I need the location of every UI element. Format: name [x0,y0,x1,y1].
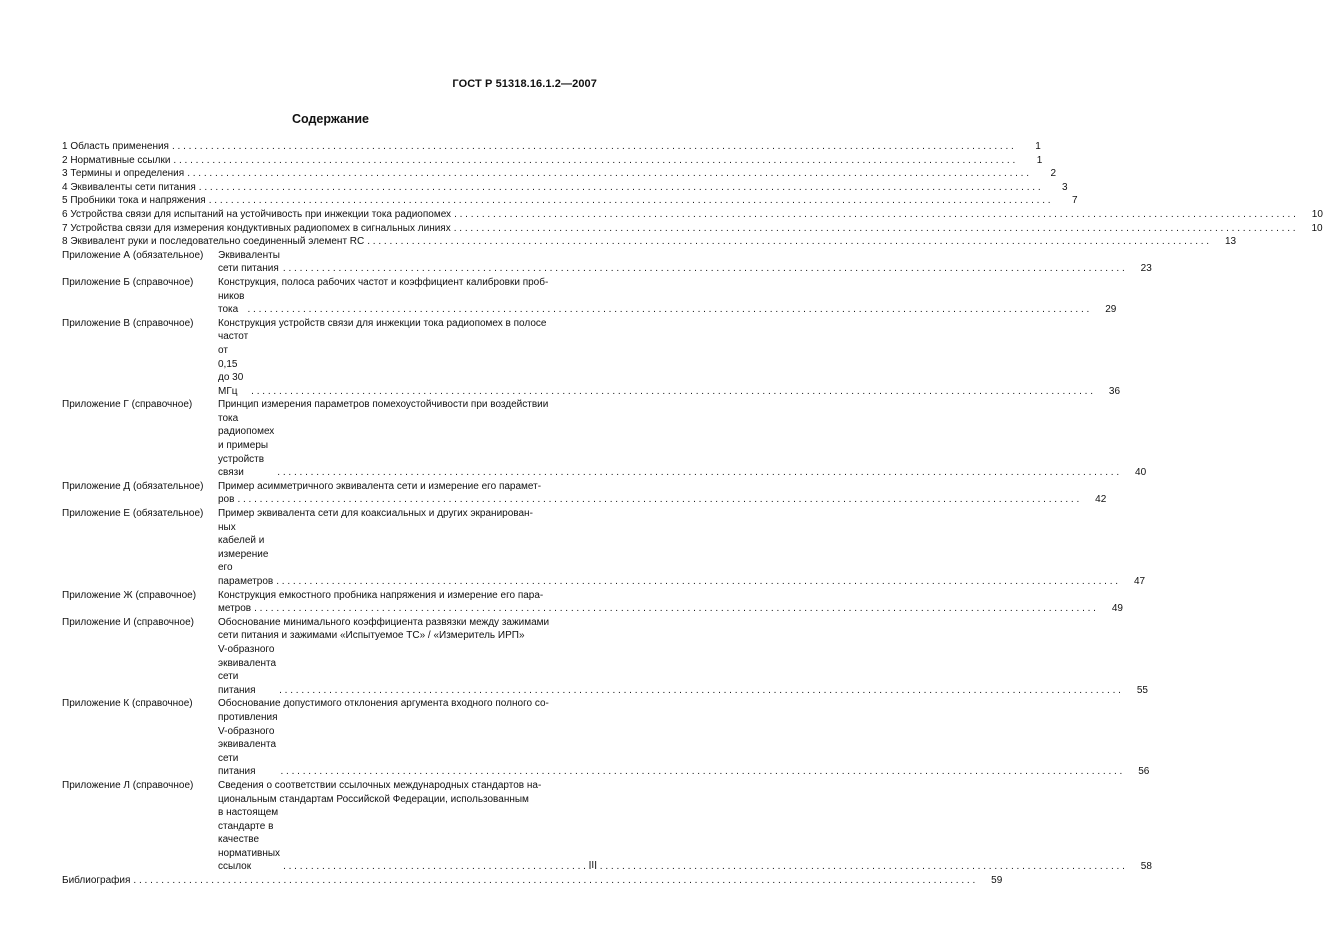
annex-title-last-line [218,806,1152,874]
annex-title-line: Сведения о соответствии ссылочных международных стандартов на- [218,779,542,791]
toc-entry-section[interactable] [62,208,1323,222]
toc-entry-title: частот от 0,15 до 30 МГц [218,331,249,397]
annex-title-block [218,697,1149,779]
dot-leader [133,874,975,888]
toc-entry-section[interactable] [62,222,1323,236]
annex-label: Приложение Л (справочное) [62,779,194,791]
annex-label: Приложение В (справочное) [62,317,194,329]
toc-entry-title: 4 Эквиваленты сети питания [62,181,196,193]
annex-title-last-line [218,643,1148,697]
toc-entry-title: Библиография [62,875,131,887]
toc-entry-annex[interactable] [62,589,1123,616]
toc-entry-title: 3 Термины и определения [62,168,185,180]
annex-title-block [218,317,1120,399]
annex-title-last-line [218,330,1120,398]
dot-leader [199,181,1041,195]
toc-entry-title: 6 Устройства связи для испытаний на устойчивость при инжекции тока радиопомех [62,208,452,220]
toc-entry-page: 1 [1035,141,1041,152]
dot-leader [187,167,1029,181]
dot-leader [454,208,1296,222]
annex-label: Приложение Г (справочное) [62,399,193,411]
dot-leader [276,575,1118,589]
toc-entry-annex[interactable] [62,398,1147,480]
dot-leader [172,140,1014,154]
toc-entry-annex[interactable] [62,616,1148,698]
annex-label: Приложение Д (обязательное) [62,480,204,492]
toc-entry-page: 10 [1311,222,1323,234]
annex-label: Приложение Ж (справочное) [62,589,197,601]
dot-leader [367,235,1209,249]
toc-entry-page: 55 [1136,684,1148,696]
toc-entry-page: 49 [1111,603,1123,615]
toc-entry-annex[interactable] [62,317,1121,399]
toc-entry-title: 5 Пробники тока и напряжения [62,195,206,207]
annex-title-last-line [218,711,1149,779]
document-header: ГОСТ Р 51318.16.1.2—2007 [452,78,597,90]
annex-title-line: Обоснование допустимого отклонения аргумента входного полного со- [218,698,549,710]
toc-entry-annex[interactable] [62,507,1146,589]
toc-entry-page: 2 [1050,168,1057,180]
toc-entry-annex[interactable] [62,276,1117,317]
annex-title-line: Пример эквивалента сети для коаксиальных и других экранирован- [218,508,533,520]
toc-entry-title: V-образного эквивалента сети питания [218,643,277,696]
annex-label: Приложение Е (обязательное) [62,508,204,520]
toc-entry-section[interactable] [62,181,1068,195]
dot-leader [173,154,1015,168]
toc-entry-title: 2 Нормативные ссылки [62,154,171,166]
toc-entry-section[interactable] [62,194,1078,208]
annex-title-block [218,398,1146,480]
toc-entry-title: 8 Эквивалент руки и последовательно соединенный элемент RC [62,236,365,248]
toc-entry-section[interactable] [62,167,1057,181]
toc-entry-page: 40 [1135,467,1147,479]
annexes-list [62,249,1152,874]
dot-leader [454,222,1296,236]
toc-entry-page: 36 [1108,385,1121,397]
annex-title-last-line [218,249,1152,276]
dot-leader [277,466,1119,480]
toc-entry-title: ров [218,494,235,506]
toc-entry-page: 56 [1138,766,1150,778]
toc-entry-section[interactable] [62,140,1041,154]
annex-title-line: сети питания и зажимами «Испытуемое ТС» / «Измеритель ИРП» [218,630,525,642]
toc-entry-title: в настоящем стандарте в качестве нормативных ссылок [218,807,281,873]
dot-leader [283,860,1125,874]
dot-leader [254,602,1096,616]
toc-entry-annex[interactable] [62,779,1152,874]
dot-leader [283,262,1125,276]
annex-title-line: Конструкция устройств связи для инжекции тока радиопомех в полосе [218,317,547,329]
toc-entry-section[interactable] [62,235,1237,249]
annex-title-last-line [218,521,1145,589]
toc-entry-page: 3 [1062,181,1068,193]
dot-leader [237,493,1079,507]
toc-entry-page: 42 [1095,494,1107,506]
toc-entry-annex[interactable] [62,480,1107,507]
annex-label: Приложение К (справочное) [62,698,193,710]
annex-title-block [218,507,1145,589]
annex-title-line: Обоснование минимального коэффициента развязки между зажимами [218,616,550,628]
toc-entry-section[interactable] [62,154,1043,168]
dot-leader [281,765,1123,779]
toc-entry-title: Эквиваленты сети питания [218,249,280,275]
dot-leader [279,684,1121,698]
page-number: III [588,860,597,871]
toc-entry-bibliography[interactable] [62,874,1003,888]
toc-entry-page: 58 [1140,861,1152,873]
toc-entry-page: 59 [991,875,1003,887]
toc-entry-page: 29 [1105,304,1117,316]
toc-entry-title: тока радиопомех и примеры устройств связи [218,412,275,479]
toc-entry-title: ных кабелей и измерение его параметров [218,521,274,587]
annex-title-line: Конструкция, полоса рабочих частот и коэффициент калибровки проб- [218,276,549,288]
annex-title-last-line [218,493,1106,507]
toc-entry-page: 1 [1036,154,1043,166]
toc-entry-page: 47 [1133,576,1146,587]
annex-title-last-line [218,290,1116,317]
annex-title-line: циональным стандартам Российской Федерации, использованным [218,793,529,805]
annex-label: Приложение Б (справочное) [62,276,194,288]
toc-entry-page: 10 [1311,208,1323,220]
annex-title-block [218,276,1116,317]
annex-title-last-line [218,412,1146,480]
dot-leader [247,303,1089,317]
annex-title-line: Пример асимметричного эквивалента сети и измерение его парамет- [218,480,542,492]
toc-entry-annex[interactable] [62,697,1150,779]
annex-title-block [218,589,1123,616]
annex-title-block [218,480,1106,507]
table-of-contents [62,140,1323,888]
annex-title-line: Конструкция емкостного пробника напряжения и измерение его пара- [218,589,544,601]
annex-title-block [218,779,1152,874]
dot-leader [251,385,1093,399]
toc-entry-title: ников тока [218,290,245,316]
page-title: Содержание [291,112,369,126]
toc-entry-page: 7 [1071,195,1078,207]
dot-leader [209,194,1051,208]
toc-entry-title: 7 Устройства связи для измерения кондуктивных радиопомех в сигнальных линиях [62,222,451,234]
toc-entry-title: противления V-образного эквивалента сети питания [218,711,278,778]
toc-entry-annex[interactable] [62,249,1152,276]
annex-title-last-line [218,602,1123,616]
annex-label: Приложение А (обязательное) [62,249,204,261]
toc-entry-page: 23 [1140,263,1152,275]
annex-title-block [218,249,1152,276]
toc-entry-title: 1 Область применения [62,141,169,152]
annex-title-block [218,616,1148,698]
toc-entry-title: метров [218,603,252,615]
annex-title-line: Принцип измерения параметров помехоустойчивости при воздействии [218,399,549,411]
toc-entry-page: 13 [1224,236,1237,248]
annex-label: Приложение И (справочное) [62,616,194,628]
sections-list [62,140,1323,249]
